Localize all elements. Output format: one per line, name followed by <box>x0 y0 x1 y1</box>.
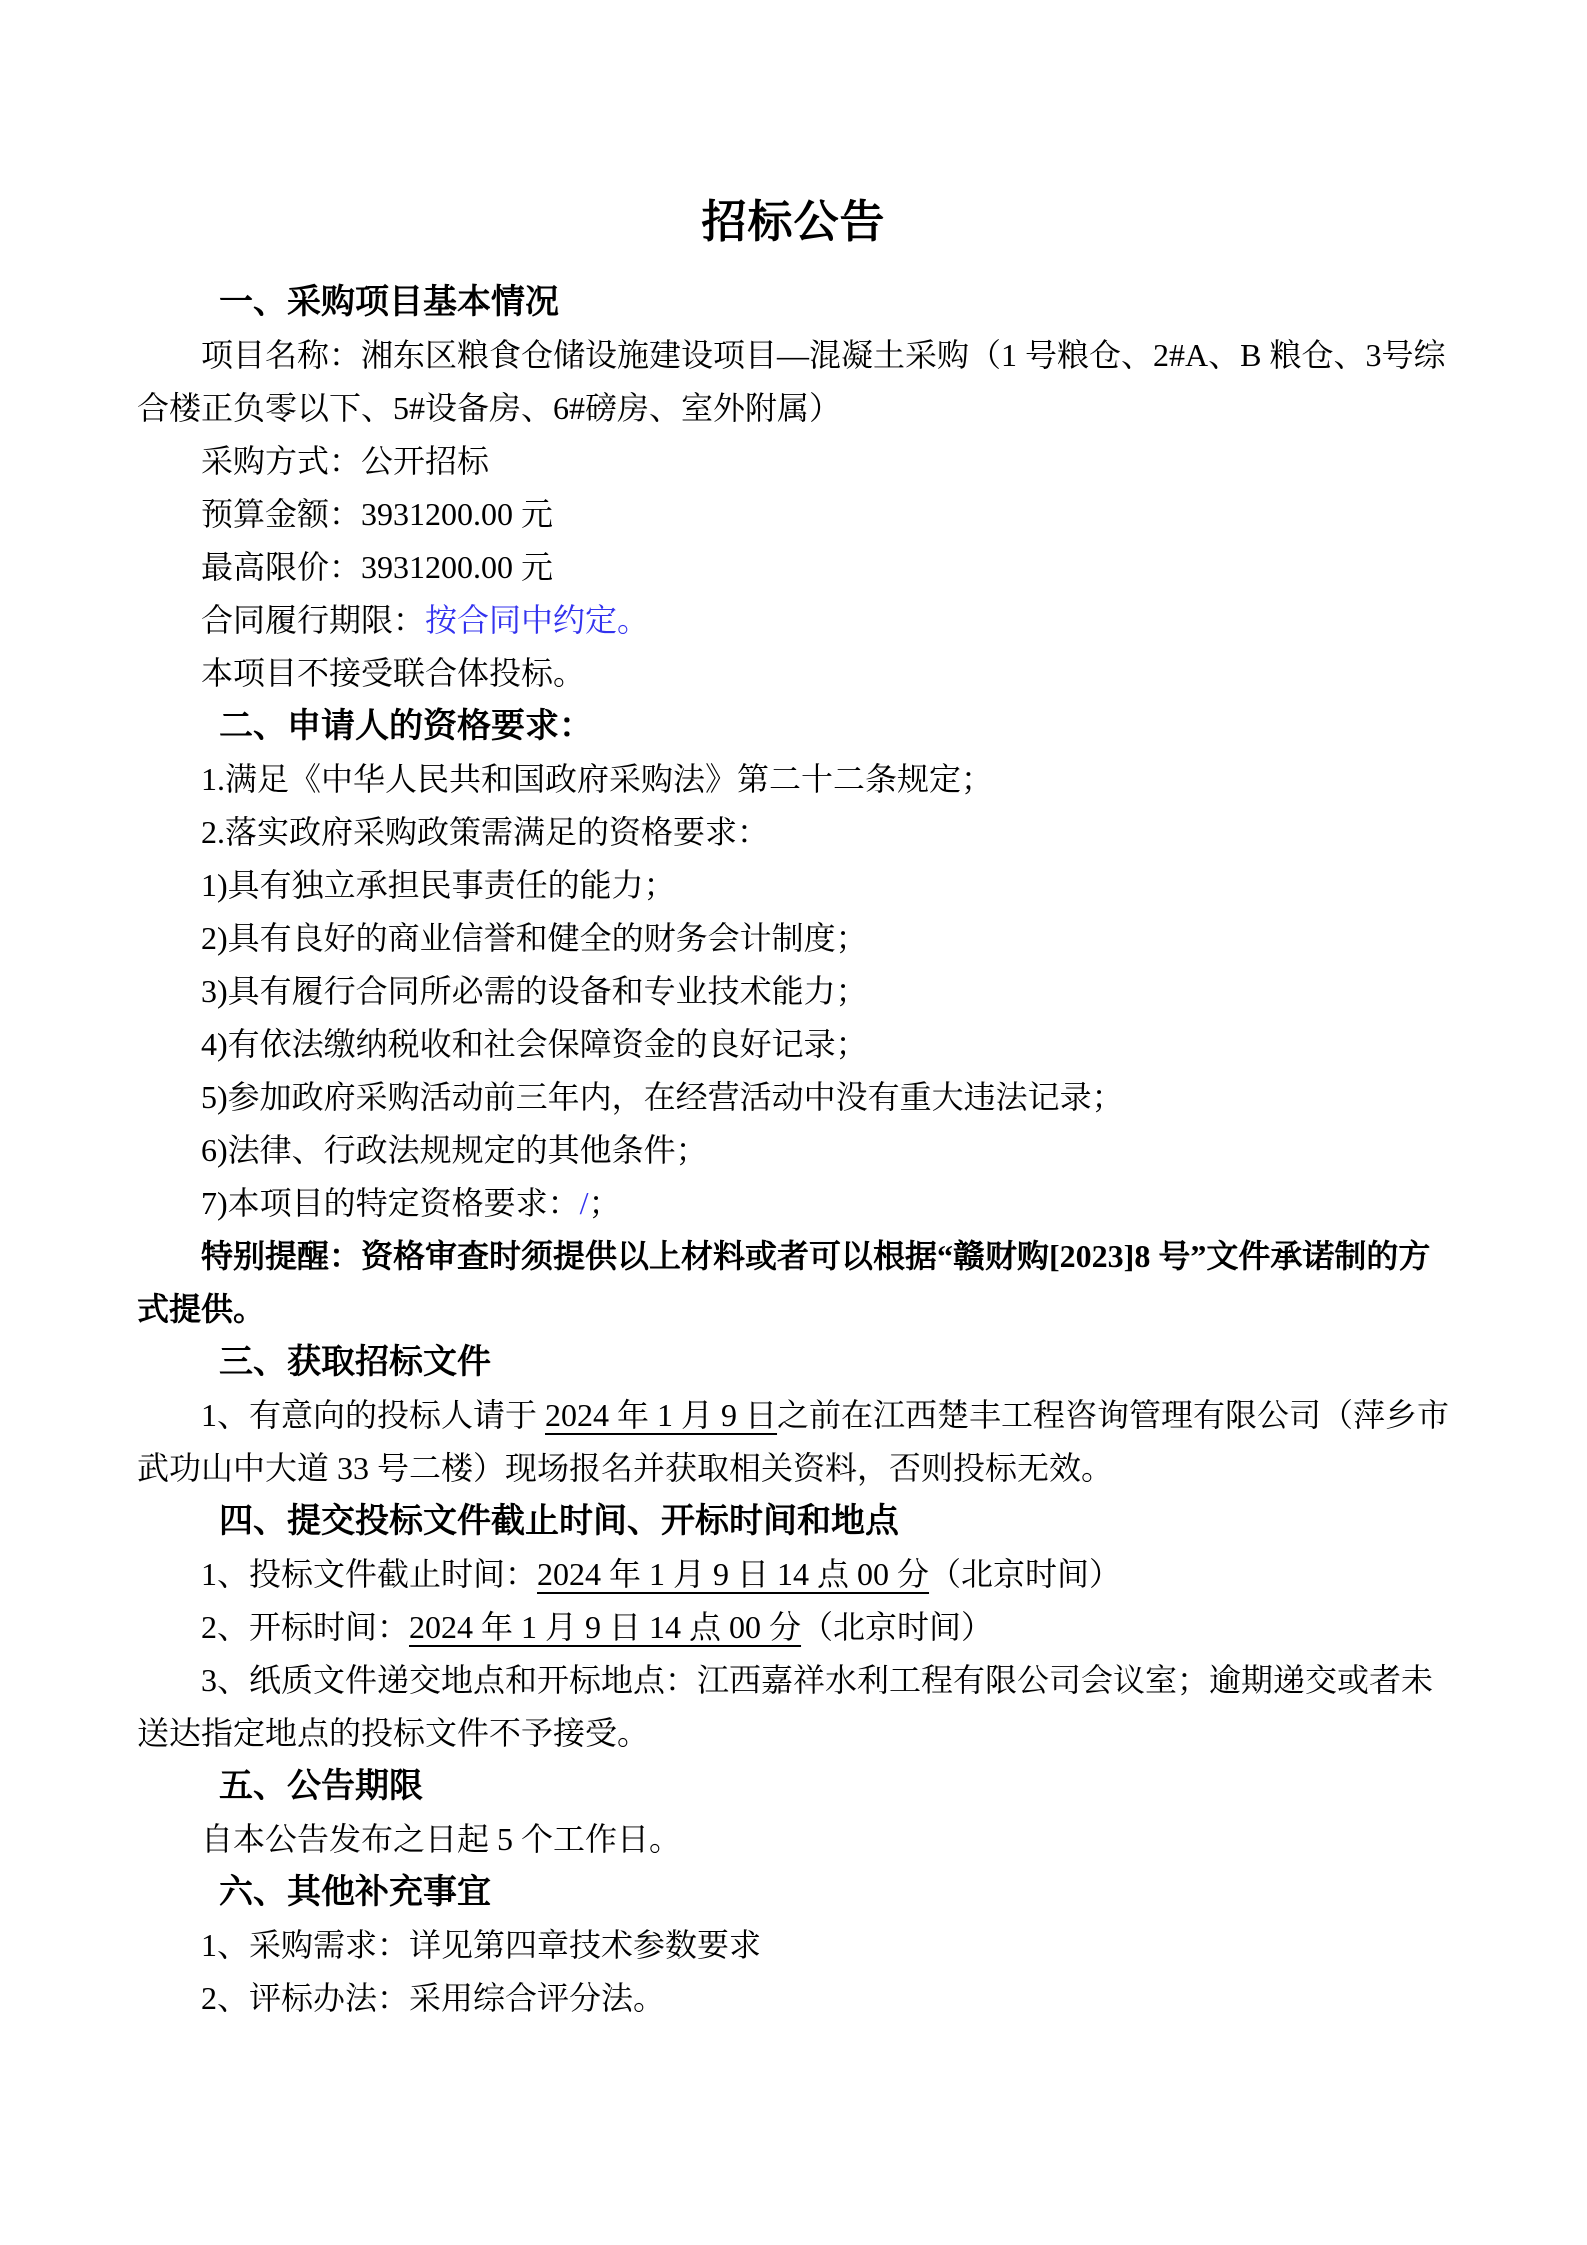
qualification-sub-6: 6)法律、行政法规规定的其他条件； <box>201 1132 708 1168</box>
section-announcement-period-heading: 五、公告期限 <box>219 1767 423 1805</box>
qualification-sub-7-label: 7)本项目的特定资格要求： <box>201 1185 580 1221</box>
special-notice-paragraph: 特别提醒：资格审查时须提供以上材料或者可以根据“赣财购[2023]8 号”文件承诺制的方式提供。 <box>137 1238 1431 1327</box>
qualification-sub-5: 5)参加政府采购活动前三年内，在经营活动中没有重大违法记录； <box>201 1079 1124 1115</box>
qualification-sub-7-tail: ； <box>588 1185 621 1221</box>
bid-deadline-date: 2024 年 1 月 9 日 14 点 00 分 <box>537 1556 930 1592</box>
bid-deadline-timezone: （北京时间） <box>929 1556 1122 1592</box>
max-price-paragraph: 最高限价：3931200.00 元 <box>201 549 554 585</box>
contract-period-link[interactable]: 按合同中约定。 <box>425 602 650 638</box>
budget-amount-paragraph: 预算金额：3931200.00 元 <box>201 496 554 532</box>
bid-deadline-paragraph <box>137 1548 1450 1601</box>
obtain-documents-pre: 1、有意向的投标人请于 <box>201 1397 546 1433</box>
section-obtain-documents-heading: 三、获取招标文件 <box>219 1343 491 1381</box>
qualification-sub-7-value: / <box>579 1185 589 1221</box>
procurement-method-paragraph: 采购方式：公开招标 <box>201 443 490 479</box>
qualification-item-1: 1.满足《中华人民共和国政府采购法》第二十二条规定； <box>201 761 994 797</box>
section-other-matters-heading: 六、其他补充事宜 <box>219 1873 491 1911</box>
document-title: 招标公告 <box>701 197 886 247</box>
contract-period-label: 合同履行期限： <box>201 602 426 638</box>
submission-location-paragraph: 3、纸质文件递交地点和开标地点：江西嘉祥水利工程有限公司会议室；逾期递交或者未送达指定地点的投标文件不予接受。 <box>137 1662 1434 1751</box>
section-qualification-heading: 二、申请人的资格要求： <box>219 707 593 745</box>
announcement-period-paragraph: 自本公告发布之日起 5 个工作日。 <box>201 1821 682 1857</box>
bid-opening-date: 2024 年 1 月 9 日 14 点 00 分 <box>409 1609 802 1645</box>
project-name-paragraph: 项目名称：湘东区粮食仓储设施建设项目—混凝土采购（1 号粮仓、2#A、B 粮仓、3号综合楼正负零以下、5#设备房、6#磅房、室外附属） <box>137 337 1446 426</box>
qualification-sub-4: 4)有依法缴纳税收和社会保障资金的良好记录； <box>201 1026 868 1062</box>
obtain-documents-paragraph <box>137 1389 1450 1495</box>
procurement-requirements-paragraph: 1、采购需求：详见第四章技术参数要求 <box>201 1927 762 1963</box>
no-consortium-paragraph: 本项目不接受联合体投标。 <box>201 655 586 691</box>
qualification-sub-7 <box>137 1177 1450 1230</box>
qualification-sub-3: 3)具有履行合同所必需的设备和专业技术能力； <box>201 973 868 1009</box>
registration-deadline-date: 2024 年 1 月 9 日 <box>545 1397 778 1433</box>
qualification-sub-2: 2)具有良好的商业信誉和健全的财务会计制度； <box>201 920 868 956</box>
bid-opening-timezone: （北京时间） <box>801 1609 994 1645</box>
bid-deadline-label: 1、投标文件截止时间： <box>201 1556 538 1592</box>
qualification-sub-1: 1)具有独立承担民事责任的能力； <box>201 867 676 903</box>
contract-period-paragraph <box>137 594 1450 647</box>
obtain-documents-post: 之前在江西楚丰工程咨询管理有限公司（萍乡市武功山中大道 33 号二楼）现场报名并获取相关资料，否则投标无效。 <box>137 1397 1450 1486</box>
qualification-item-2: 2.落实政府采购政策需满足的资格要求： <box>201 814 770 850</box>
section-basic-info-heading: 一、采购项目基本情况 <box>219 283 559 321</box>
bid-opening-label: 2、开标时间： <box>201 1609 410 1645</box>
section-submission-heading: 四、提交投标文件截止时间、开标时间和地点 <box>219 1502 899 1540</box>
bid-opening-paragraph <box>137 1601 1450 1654</box>
evaluation-method-paragraph: 2、评标办法：采用综合评分法。 <box>201 1980 666 2016</box>
